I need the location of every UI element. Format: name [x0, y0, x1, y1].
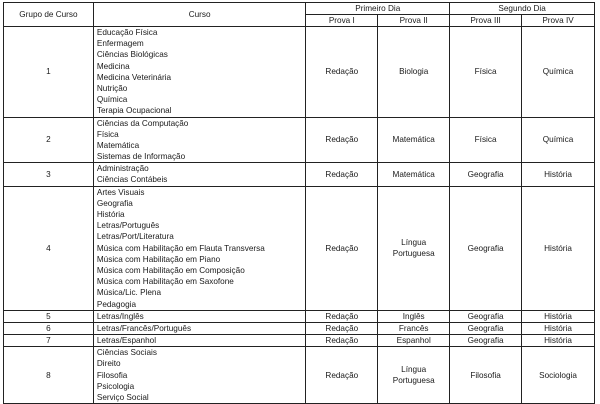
course-name: Filosofia	[96, 370, 128, 380]
header-prova-4: Prova IV	[522, 15, 595, 27]
course-name: Física	[96, 129, 119, 139]
course-name: Música com Habilitação em Piano	[96, 254, 221, 264]
cell-prova-3: Geografia	[450, 163, 522, 186]
header-primeiro-dia: Primeiro Dia	[306, 3, 450, 15]
cell-prova-1: Redação	[306, 117, 378, 163]
cell-cursos	[93, 310, 306, 322]
cell-grupo: 5	[4, 310, 94, 322]
cell-prova-2: Matemática	[378, 117, 450, 163]
cell-grupo: 6	[4, 322, 94, 334]
cell-prova-3: Física	[450, 117, 522, 163]
table-row	[4, 117, 595, 163]
cell-grupo: 7	[4, 335, 94, 347]
cell-prova-2: Francês	[378, 322, 450, 334]
cell-prova-1: Redação	[306, 322, 378, 334]
course-name: Pedagogia	[96, 299, 137, 309]
cell-prova-2: Biologia	[378, 27, 450, 118]
course-name: Enfermagem	[96, 39, 144, 49]
cell-prova-4: História	[522, 335, 595, 347]
cell-prova-1: Redação	[306, 310, 378, 322]
table-row	[4, 163, 595, 186]
cell-cursos	[93, 163, 306, 186]
table-row	[4, 322, 595, 334]
cell-cursos	[93, 335, 306, 347]
table-row	[4, 310, 595, 322]
cell-prova-2: Matemática	[378, 163, 450, 186]
course-name: Ciências Contábeis	[96, 175, 168, 185]
table-row	[4, 347, 595, 404]
cell-grupo: 4	[4, 186, 94, 310]
header-curso: Curso	[93, 3, 306, 27]
course-name: Psicologia	[96, 381, 135, 391]
cell-grupo: 3	[4, 163, 94, 186]
course-name: Medicina Veterinária	[96, 72, 172, 82]
course-name: Serviço Social	[96, 393, 149, 402]
course-name: Letras/Espanhol	[96, 336, 157, 346]
cell-prova-4: História	[522, 310, 595, 322]
cell-prova-2: Língua Portuguesa	[378, 347, 450, 404]
header-prova-1: Prova I	[306, 15, 378, 27]
cell-prova-1: Redação	[306, 27, 378, 118]
course-name: Ciências Sociais	[96, 348, 157, 358]
cell-prova-4: História	[522, 322, 595, 334]
cell-prova-1: Redação	[306, 186, 378, 310]
course-name: Geografia	[96, 198, 133, 208]
course-name: Direito	[96, 359, 121, 369]
cell-prova-4: Química	[522, 117, 595, 163]
header-segundo-dia: Segundo Dia	[450, 3, 595, 15]
cell-cursos	[93, 27, 306, 118]
table-body	[4, 27, 595, 404]
course-name: Química	[96, 95, 128, 105]
cell-grupo: 8	[4, 347, 94, 404]
cell-prova-3: Filosofia	[450, 347, 522, 404]
course-name: Letras/Port/Literatura	[96, 232, 174, 242]
header-row-top	[4, 3, 595, 15]
cell-prova-3: Geografia	[450, 322, 522, 334]
cell-prova-4: História	[522, 186, 595, 310]
cell-prova-2: Espanhol	[378, 335, 450, 347]
course-name: Letras/Inglês	[96, 311, 144, 321]
course-name: Letras/Português	[96, 221, 160, 231]
course-name: Música com Habilitação em Flauta Transversa	[96, 243, 265, 253]
cell-prova-1: Redação	[306, 163, 378, 186]
course-name: Música com Habilitação em Composição	[96, 265, 245, 275]
cell-prova-3: Geografia	[450, 186, 522, 310]
course-name: Terapia Ocupacional	[96, 106, 172, 116]
course-name: Ciências da Computação	[96, 118, 189, 128]
course-name: Letras/Francês/Português	[96, 323, 192, 333]
course-name: Sistemas de Informação	[96, 152, 186, 162]
cell-prova-2: Inglês	[378, 310, 450, 322]
cell-prova-2: Língua Portuguesa	[378, 186, 450, 310]
course-name: Música com Habilitação em Saxofone	[96, 277, 234, 287]
cell-prova-4: Sociologia	[522, 347, 595, 404]
course-name: História	[96, 210, 125, 219]
header-prova-2: Prova II	[378, 15, 450, 27]
cell-cursos	[93, 117, 306, 163]
cell-prova-1: Redação	[306, 347, 378, 404]
cell-prova-4: História	[522, 163, 595, 186]
course-name: Nutrição	[96, 83, 128, 93]
table-row	[4, 186, 595, 310]
cell-prova-3: Geografia	[450, 335, 522, 347]
cell-prova-4: Química	[522, 27, 595, 118]
table-row	[4, 27, 595, 118]
header-prova-3: Prova III	[450, 15, 522, 27]
cell-prova-3: Geografia	[450, 310, 522, 322]
cell-cursos	[93, 322, 306, 334]
table-row	[4, 335, 595, 347]
course-name: Medicina	[96, 61, 130, 71]
course-name: Artes Visuais	[96, 187, 145, 197]
cell-grupo: 1	[4, 27, 94, 118]
cell-prova-3: Física	[450, 27, 522, 118]
cell-prova-1: Redação	[306, 335, 378, 347]
cell-cursos	[93, 186, 306, 310]
course-name: Ciências Biológicas	[96, 50, 168, 60]
course-name: Matemática	[96, 140, 140, 150]
header-grupo: Grupo de Curso	[4, 3, 94, 27]
exam-schedule-table	[3, 2, 595, 404]
cell-grupo: 2	[4, 117, 94, 163]
course-name: Administração	[96, 164, 149, 174]
course-name: Educação Física	[96, 28, 158, 37]
exam-schedule-document	[3, 2, 595, 404]
cell-cursos	[93, 347, 306, 404]
course-name: Música/Lic. Plena	[96, 288, 162, 298]
